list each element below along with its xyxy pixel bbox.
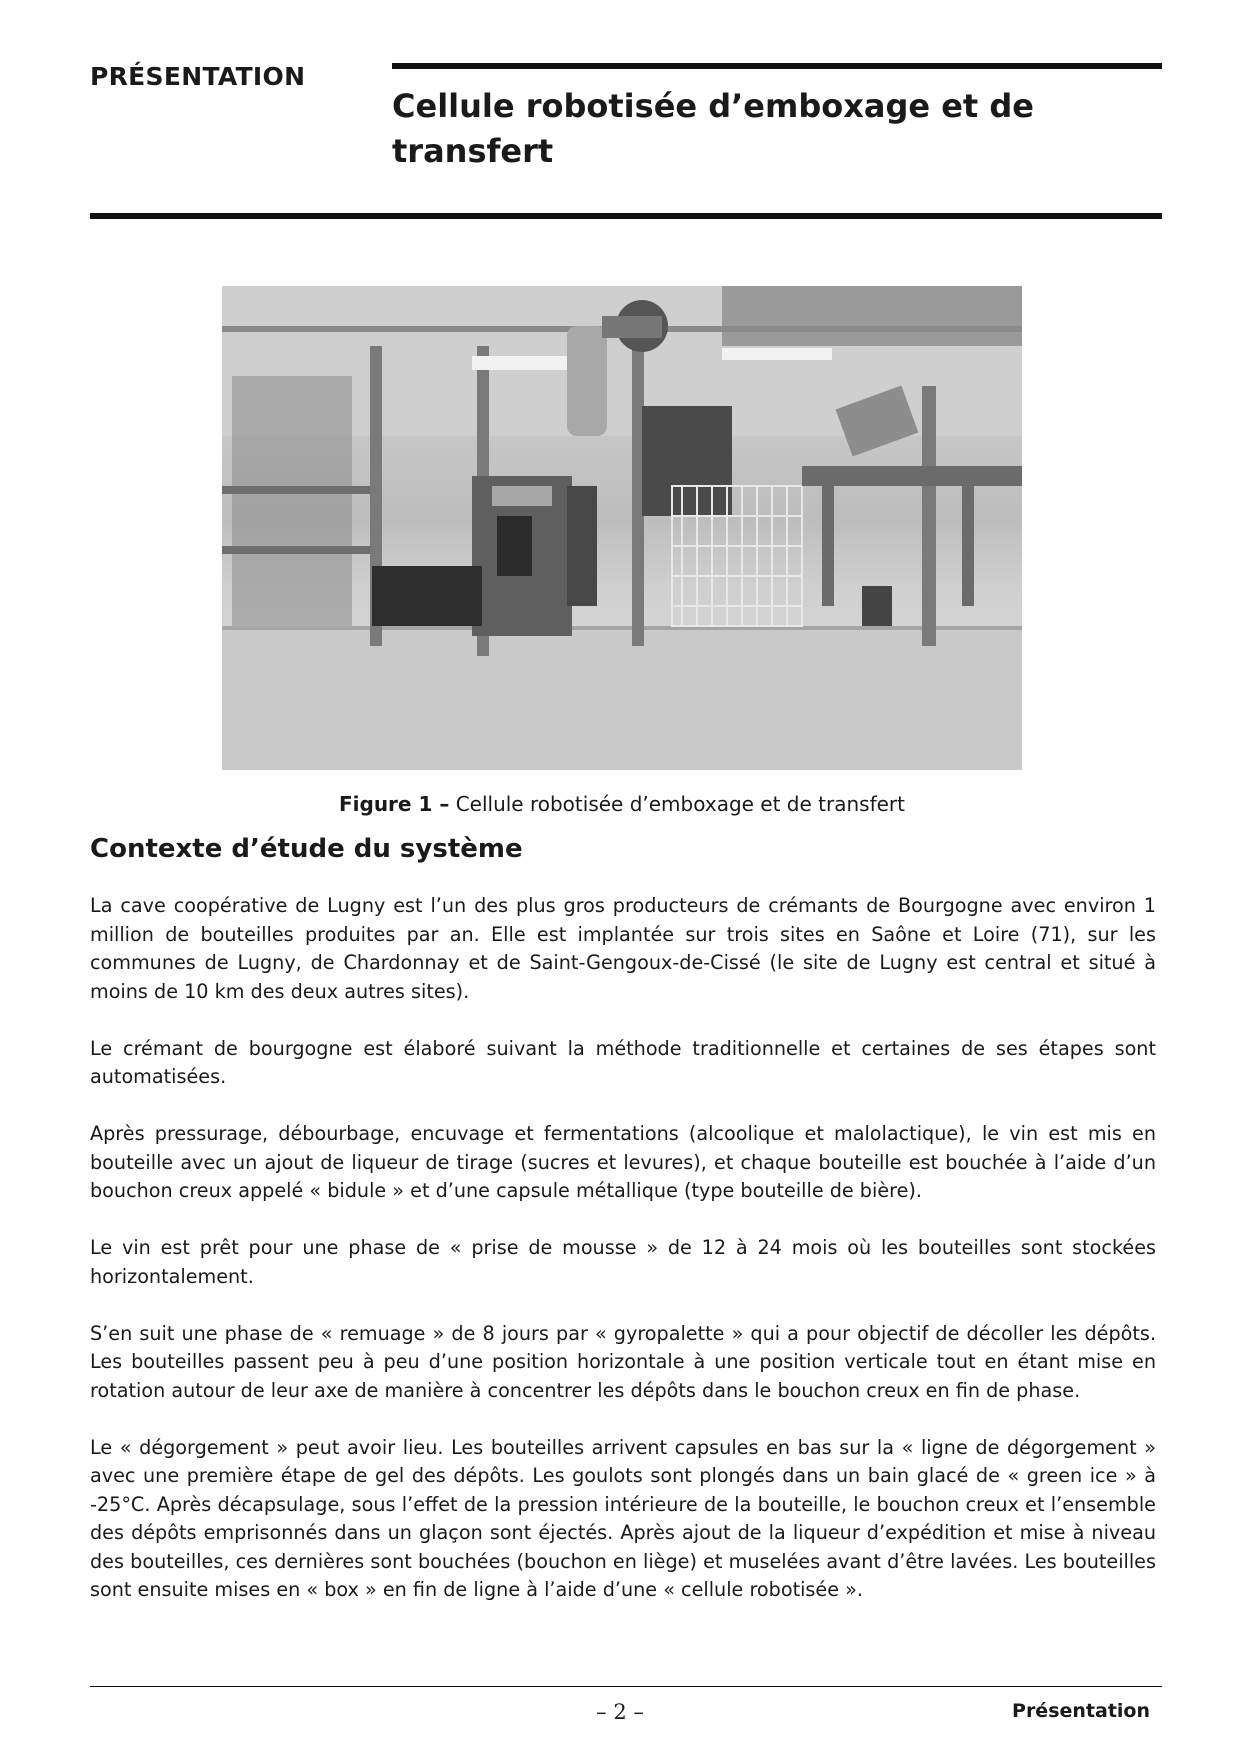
figure-label: Figure 1 – [338, 792, 450, 816]
header-rule-bottom [90, 213, 1162, 219]
paragraph: S’en suit une phase de « remuage » de 8 jours par « gyropalette » qui a pour objectif de décoller les dépôts. Les bouteilles passent peu à peu d’une position horizontale à une position verticale tout en étant mise en rotation autour de leur axe de manière à concentrer les dépôts dans le bouchon creux en fin de phase. [90, 1321, 1156, 1402]
footer-label: Présentation [1012, 1700, 1150, 1722]
paragraph: Après pressurage, débourbage, encuvage et fermentations (alcoolique et malolactique), le vin est mis en bouteille avec un ajout de liqueur de tirage (sucres et levures), et chaque bouteille est bouchée à l’aide d’un bouchon creux appelé « bidule » et d’une capsule métallique (type bouteille de bière). [90, 1122, 1156, 1202]
photo-robot-cell-icon [222, 286, 1022, 770]
paragraph: Le vin est prêt pour une phase de « prise de mousse » de 12 à 24 mois où les bouteilles sont stockées horizontalement. [90, 1236, 1156, 1288]
paragraph: Le « dégorgement » peut avoir lieu. Les bouteilles arrivent capsules en bas sur la « ligne de dégorgement » avec une première étape de gel des dépôts. Les goulots sont plongés dans un bain glacé de « green ice » à -25°C. Après décapsulage, sous l’effet de la pression intérieure de la bouteille, le bouchon creux et l’ensemble des dépôts emprisonnés dans un glaçon sont éjectés. Après ajout de la liqueur d’expédition et mise à niveau des bouteilles, ces dernières sont bouchées (bouchon en liège) et muselées avant d’être lavées. Les bouteilles sont ensuite mises en « box » en fin de ligne à l’aide d’une « cellule robotisée ». [90, 1435, 1156, 1601]
body-text [90, 892, 1156, 1633]
figure-caption [222, 792, 1022, 816]
figure-caption-text: Cellule robotisée d’emboxage et de transfert [455, 792, 905, 816]
page-title: Cellule robotisée d’emboxage et de transfert [392, 87, 1034, 170]
section-label: PRÉSENTATION [90, 62, 306, 91]
section-heading: Contexte d’étude du système [90, 834, 523, 864]
footer-rule [90, 1686, 1162, 1687]
figure-photo [222, 286, 1022, 770]
page-number: – 2 – [596, 1700, 644, 1724]
paragraph: La cave coopérative de Lugny est l’un des plus gros producteurs de crémants de Bourgogne avec environ 1 million de bouteilles produites par an. Elle est implantée sur trois sites en Saône et Loire (71), sur les communes de Lugny, de Chardonnay et de Saint-Gengoux-de-Cissé (le site de Lugny est central et situé à moins de 10 km des deux autres sites). [90, 894, 1156, 1003]
header-rule-top [392, 63, 1162, 69]
paragraph: Le crémant de bourgogne est élaboré suivant la méthode traditionnelle et certaines de ses étapes sont automatisées. [90, 1036, 1156, 1088]
